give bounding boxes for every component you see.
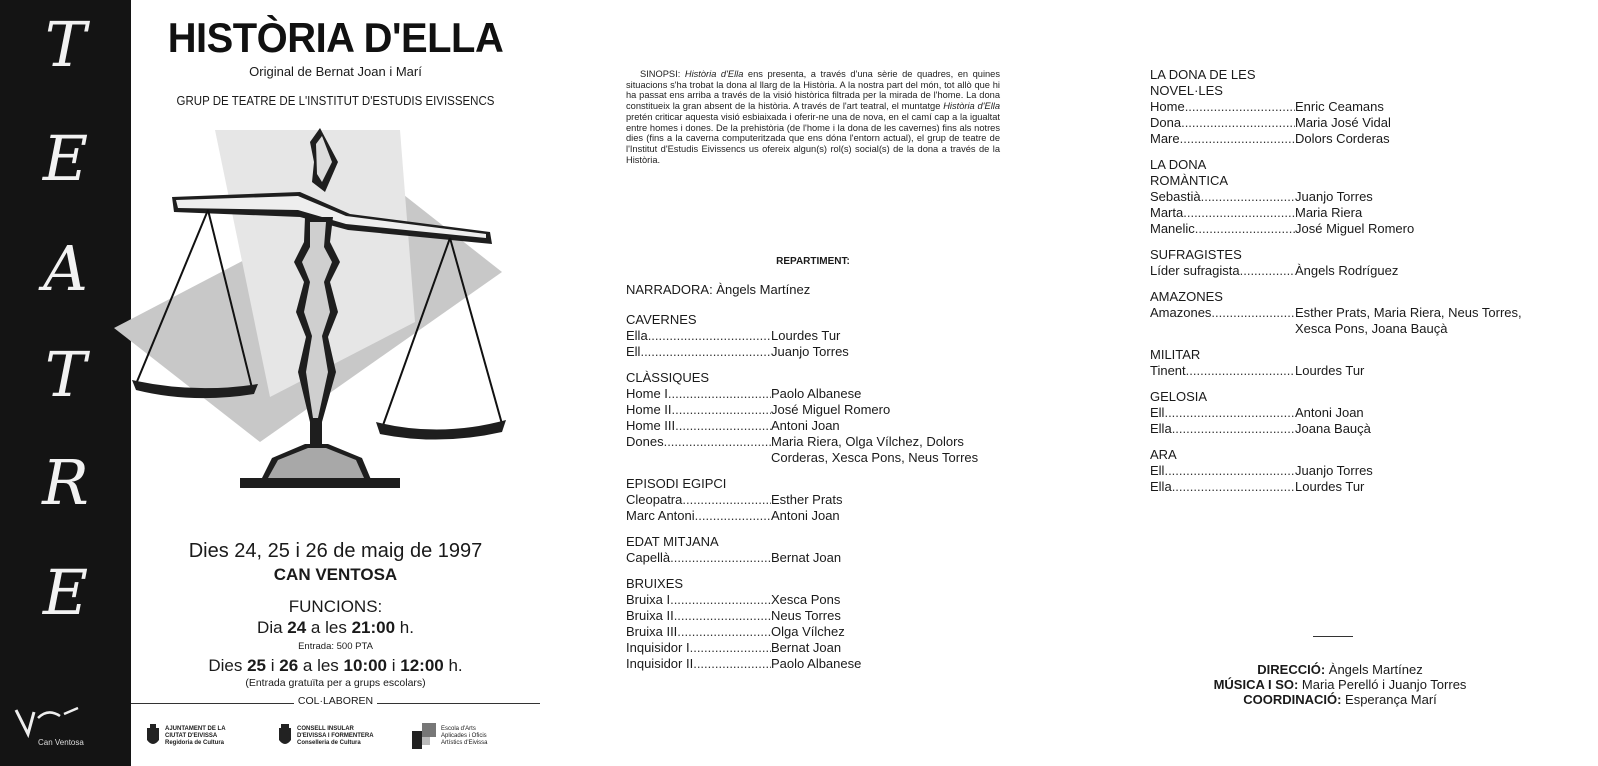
cast-section <box>1150 247 1540 279</box>
credit-coordination: COORDINACIÓ: Esperança Marí <box>1243 692 1437 707</box>
cast-section-title: AMAZONES <box>1150 289 1223 304</box>
cast-row <box>626 492 1016 508</box>
role-name: Bruixa III ..... <box>626 624 771 640</box>
cast-row <box>626 434 1016 466</box>
credits-block <box>1150 662 1530 707</box>
actor-name: Maria Riera, Olga Vílchez, Dolors Corderas, Xesca Pons, Neus Torres <box>771 434 979 465</box>
side-letter: E <box>42 122 89 195</box>
show-time-2: Dies 25 i 26 a les 10:00 i 12:00 h. <box>208 656 463 675</box>
free-entry-note: (Entrada gratuïta per a grups escolars) <box>245 677 426 689</box>
actor-name: Paolo Albanese <box>771 656 862 671</box>
poster-group: GRUP DE TEATRE DE L'INSTITUT D'ESTUDIS EIVISSENCS <box>176 94 495 108</box>
venue-name: CAN VENTOSA <box>273 565 398 584</box>
role-name: Marta ..... <box>1150 205 1295 221</box>
actor-name: Joana Bauçà <box>1295 421 1371 436</box>
logo-text: Can Ventosa <box>38 738 84 747</box>
role-name: Ella ..... <box>1150 421 1295 437</box>
actor-name: Antoni Joan <box>1295 405 1364 420</box>
role-name: Mare ..... <box>1150 131 1295 147</box>
actor-name: Lourdes Tur <box>1295 479 1365 494</box>
actor-name: Esther Prats, Maria Riera, Neus Torres, Xesca Pons, Joana Bauçà <box>1295 305 1522 336</box>
actor-name: José Miguel Romero <box>771 402 891 417</box>
cast-row <box>626 550 1016 566</box>
actor-name: Lourdes Tur <box>1295 363 1365 378</box>
narrator-line: NARRADORA: Àngels Martínez <box>626 282 811 297</box>
role-name: Home III ..... <box>626 418 771 434</box>
role-name: Dona ..... <box>1150 115 1295 131</box>
cast-row <box>1150 305 1540 337</box>
actor-name: Antoni Joan <box>771 418 840 433</box>
actor-name: Juanjo Torres <box>771 344 849 359</box>
cast-section <box>1150 447 1540 495</box>
show-time-1: Dia 24 a les 21:00 h. <box>257 618 414 637</box>
side-letter: R <box>42 446 89 519</box>
actor-name: Antoni Joan <box>771 508 840 523</box>
performance-dates: Dies 24, 25 i 26 de maig de 1997 <box>188 540 483 562</box>
role-name: Tinent ..... <box>1150 363 1295 379</box>
credits-divider <box>1313 636 1353 637</box>
role-name: Inquisidor II ..... <box>626 656 771 672</box>
role-name: Bruixa II ..... <box>626 608 771 624</box>
cast-section <box>1150 347 1540 379</box>
cast-row <box>1150 221 1540 237</box>
sponsor-ajuntament: AJUNTAMENT DE LA CIUTAT D'EIVISSA Regidoria de Cultura <box>146 716 226 756</box>
cast-row <box>626 402 1016 418</box>
side-letter: T <box>44 8 87 81</box>
role-name: Ell ..... <box>1150 405 1295 421</box>
cast-section-title: EDAT MITJANA <box>626 534 719 549</box>
cast-section-title: CLÀSSIQUES <box>626 370 710 385</box>
role-name: Dones ..... <box>626 434 771 466</box>
cast-section-title: CAVERNES <box>626 312 697 327</box>
actor-name: Enric Ceamans <box>1295 99 1384 114</box>
cast-list-middle <box>626 312 1016 682</box>
role-name: Home II ..... <box>626 402 771 418</box>
actor-name: Xesca Pons <box>771 592 841 607</box>
role-name: Capellà ..... <box>626 550 771 566</box>
cast-row <box>626 344 1016 360</box>
side-letter: E <box>42 556 89 629</box>
actor-name: Bernat Joan <box>771 640 842 655</box>
actor-name: Maria José Vidal <box>1295 115 1391 130</box>
sponsor-consell: CONSELL INSULAR D'EIVISSA I FORMENTERA Conselleria de Cultura <box>278 716 374 756</box>
cast-section <box>626 370 1016 466</box>
ticket-price: Entrada: 500 PTA <box>298 641 373 652</box>
actor-name: Bernat Joan <box>771 550 842 565</box>
cast-row <box>1150 263 1540 279</box>
synopsis-paragraph: SINOPSI: Història d'Ella ens presenta, a través d'una sèrie de quadres, en quines situacions s'ha trobat la dona al llarg de la Història. A la nostra part del món, tot allò que hi ha passat ens arriba a través de la visió històrica filtrada per la mirada de l'home. La dona constitueix la gran absent de la història. A través de l'art teatral, el muntatge Història d'Ella pretén criticar aquesta visió esbiaixada i oferir-ne una de nova, en el camí cap a la igualtat entre homes i dones. De la prehistòria (de l'home i la dona de les cavernes) fins als notres dies (fins a la caverna computeritzada que ens dóna l'entorn actual), el grup de teatre de l'Institut d'Estudis Eivissencs us ofereix algun(s) rol(s) social(s) de la dona a través de la Història. <box>626 69 1000 165</box>
cast-section-title: EPISODI EGIPCI <box>626 476 727 491</box>
cast-section <box>626 476 1016 524</box>
crest-icon <box>146 724 160 748</box>
cast-section-title: SUFRAGISTES <box>1150 247 1242 262</box>
actor-name: José Miguel Romero <box>1295 221 1415 236</box>
role-name: Ell ..... <box>626 344 771 360</box>
cast-section <box>626 312 1016 360</box>
actor-name: Maria Riera <box>1295 205 1363 220</box>
side-letter: T <box>44 338 87 411</box>
actor-name: Lourdes Tur <box>771 328 841 343</box>
functions-label: FUNCIONS: <box>288 597 383 616</box>
cast-row <box>1150 189 1540 205</box>
role-name: Ella ..... <box>626 328 771 344</box>
cast-row <box>1150 421 1540 437</box>
cast-row <box>626 418 1016 434</box>
role-name: Ell ..... <box>1150 463 1295 479</box>
cast-row <box>626 386 1016 402</box>
escola-logo-icon <box>412 723 436 749</box>
cast-section <box>1150 157 1540 237</box>
cast-heading: REPARTIMENT: <box>776 256 850 267</box>
role-name: Sebastià ..... <box>1150 189 1295 205</box>
sponsor-escola: Escola d'Arts Aplicades i Oficis Artístics d'Eivissa <box>412 716 488 756</box>
cast-row <box>1150 115 1540 131</box>
credit-music: MÚSICA I SO: Maria Perelló i Juanjo Torres <box>1213 677 1467 692</box>
logo-mark-icon <box>8 704 88 738</box>
cast-row <box>626 624 1016 640</box>
role-name: Cleopatra ..... <box>626 492 771 508</box>
cast-row <box>626 508 1016 524</box>
role-name: Home ..... <box>1150 99 1295 115</box>
actor-name: Àngels Rodríguez <box>1295 263 1399 278</box>
role-name: Líder sufragista ..... <box>1150 263 1295 279</box>
cast-list-right <box>1150 67 1540 505</box>
cast-row <box>626 608 1016 624</box>
crest-icon <box>278 724 292 748</box>
actor-name: Juanjo Torres <box>1295 463 1373 478</box>
cast-section <box>1150 67 1540 147</box>
cast-section <box>626 534 1016 566</box>
role-name: Ella ..... <box>1150 479 1295 495</box>
role-name: Inquisidor I ..... <box>626 640 771 656</box>
actor-name: Esther Prats <box>771 492 843 507</box>
cast-section-title: ARA <box>1150 447 1177 462</box>
collab-label: COL·LABOREN <box>131 695 540 707</box>
poster-title: HISTÒRIA D'ELLA <box>167 14 504 61</box>
cast-row <box>626 328 1016 344</box>
scales-illustration <box>110 122 510 522</box>
role-name: Home I ..... <box>626 386 771 402</box>
role-name: Marc Antoni ..... <box>626 508 771 524</box>
cast-section <box>1150 289 1540 337</box>
cast-section <box>626 576 1016 672</box>
cast-section-title: BRUIXES <box>626 576 684 591</box>
credit-direction: DIRECCIÓ: Àngels Martínez <box>1257 662 1423 677</box>
role-name: Amazones ..... <box>1150 305 1295 337</box>
role-name: Manelic ..... <box>1150 221 1295 237</box>
cast-section-title: LA DONA DE LES NOVEL·LES <box>1150 67 1256 98</box>
cast-section-title: LA DONA ROMÀNTICA <box>1150 157 1228 188</box>
cast-row <box>626 656 1016 672</box>
cast-row <box>1150 479 1540 495</box>
actor-name: Olga Vílchez <box>771 624 845 639</box>
cast-section-title: GELOSIA <box>1150 389 1208 404</box>
cast-row <box>1150 405 1540 421</box>
actor-name: Juanjo Torres <box>1295 189 1373 204</box>
can-ventosa-logo <box>8 704 124 760</box>
poster-panel <box>0 0 540 766</box>
cast-row <box>1150 205 1540 221</box>
actor-name: Paolo Albanese <box>771 386 862 401</box>
poster-author: Original de Bernat Joan i Marí <box>249 64 422 79</box>
cast-row <box>1150 131 1540 147</box>
cast-row <box>1150 363 1540 379</box>
cast-section <box>1150 389 1540 437</box>
actor-name: Neus Torres <box>771 608 841 623</box>
side-letter: A <box>43 232 88 305</box>
role-name: Bruixa I ..... <box>626 592 771 608</box>
cast-row <box>626 592 1016 608</box>
cast-row <box>626 640 1016 656</box>
cast-row <box>1150 99 1540 115</box>
cast-row <box>1150 463 1540 479</box>
cast-section-title: MILITAR <box>1150 347 1201 362</box>
actor-name: Dolors Corderas <box>1295 131 1390 146</box>
